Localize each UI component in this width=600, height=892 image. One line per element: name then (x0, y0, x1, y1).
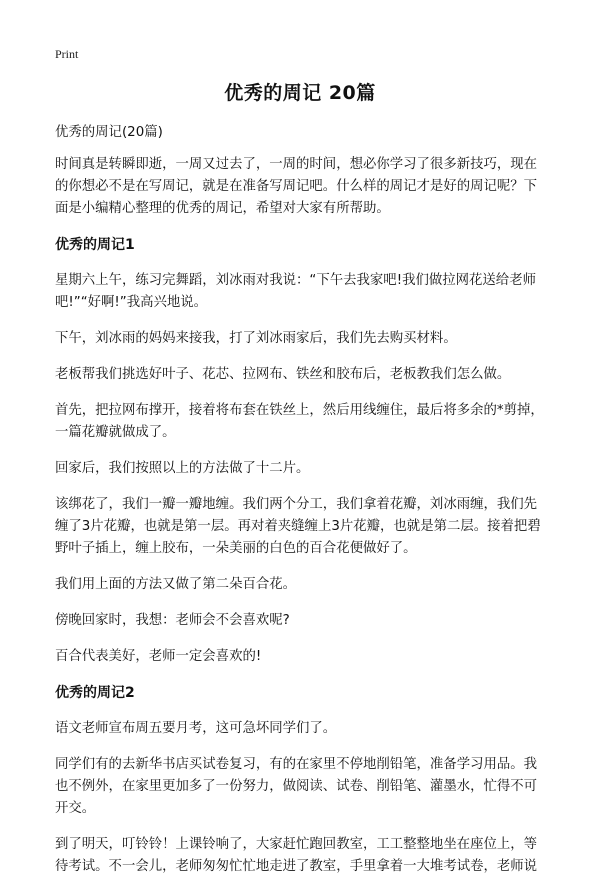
paragraph: 老板帮我们挑选好叶子、花芯、拉网布、铁丝和胶布后，老板教我们怎么做。 (55, 367, 511, 382)
section-heading-1: 优秀的周记1 (55, 237, 135, 253)
document-body (55, 122, 549, 892)
paragraph: 该绑花了，我们一瓣一瓣地缠。我们两个分工，我们拿着花瓣，刘冰雨缠，我们先缠了3片花瓣，也就是第一层。再对着夹缝缠上3片花瓣，也就是第二层。接着把碧野叶子插上，缠上胶布，一朵美丽的白色的百合花便做好了。 (55, 497, 541, 556)
paragraph: 到了明天，叮铃铃！上课铃响了，大家赶忙跑回教室，工工整整地坐在座位上，等待考试。不一会儿，老师匆匆忙忙地走进了教室，手里拿着一大堆考试卷，老师说 (55, 837, 538, 874)
paragraph: 同学们有的去新华书店买试卷复习，有的在家里不停地削铅笔，准备学习用品。我也不例外，在家里更加多了一份努力，做阅读、试卷、削铅笔、灌墨水，忙得不可开交。 (55, 757, 538, 816)
paragraph: 星期六上午，练习完舞蹈，刘冰雨对我说：“下午去我家吧!我们做拉网花送给老师吧!”“好啊!”我高兴地说。 (55, 273, 536, 310)
page-title: 优秀的周记 20篇 (224, 82, 376, 104)
intro-paragraph: 时间真是转瞬即逝，一周又过去了，一周的时间，想必你学习了很多新技巧，现在的你想必不是在写周记，就是在准备写周记吧。什么样的周记才是好的周记呢？下面是小编精心整理的优秀的周记，希望对大家有所帮助。 (55, 157, 538, 216)
paragraph: 下午，刘冰雨的妈妈来接我，打了刘冰雨家后，我们先去购买材料。 (55, 331, 457, 346)
section-heading-2: 优秀的周记2 (55, 685, 135, 701)
print-label: Print (55, 47, 79, 61)
paragraph: 首先，把拉网布撑开，接着将布套在铁丝上，然后用线缠住，最后将多余的*剪掉，一篇花瓣就做成了。 (55, 403, 544, 440)
paragraph: 百合代表美好，老师一定会喜欢的! (55, 649, 262, 664)
document-subtitle: 优秀的周记(20篇) (55, 125, 163, 140)
paragraph: 傍晚回家时，我想：老师会不会喜欢呢? (55, 613, 290, 628)
paragraph: 回家后，我们按照以上的方法做了十二片。 (55, 461, 310, 476)
paragraph: 语文老师宣布周五要月考，这可急坏同学们了。 (55, 721, 337, 736)
paragraph: 我们用上面的方法又做了第二朵百合花。 (55, 577, 297, 592)
